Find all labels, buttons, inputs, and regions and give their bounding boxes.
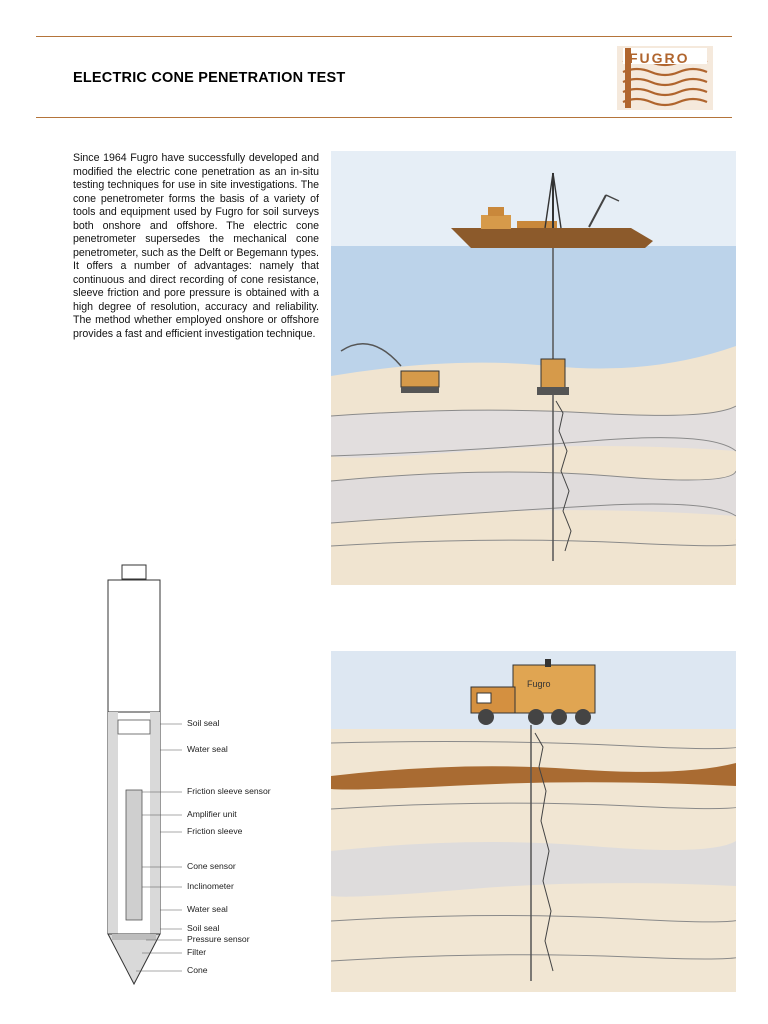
label-amplifier-unit: Amplifier unit — [187, 809, 237, 819]
label-friction-sleeve: Friction sleeve — [187, 826, 243, 836]
cone-penetrometer-diagram — [96, 560, 316, 990]
onshore-illustration — [331, 651, 736, 992]
label-soil-seal-lower: Soil seal — [187, 923, 220, 933]
label-inclinometer: Inclinometer — [187, 881, 234, 891]
label-cone: Cone — [187, 965, 208, 975]
truck-logo: Fugro — [527, 679, 551, 689]
intro-paragraph: Since 1964 Fugro have successfully developed and modified the electric cone penetration as an in-situ testing techniques for use in site investigations. The cone penetrometer forms the basis of a variety of tools and equipment used by Fugro for soil surveys both onshore and offshore. The electric cone penetrometer supersedes the mechanical cone penetrometer, such as the Delft or Begemann types. It offers a number of advantages: namely that continuous and direct recording of cone resistance, sleeve friction and pore pressure is obtained with a high degree of resolution, accuracy and reliability. The method whether employed onshore or offshore provides a fast and efficient investigation technique. — [73, 152, 319, 340]
label-soil-seal: Soil seal — [187, 718, 220, 728]
label-friction-sleeve-sensor: Friction sleeve sensor — [187, 786, 271, 796]
label-pressure-sensor: Pressure sensor — [187, 934, 250, 944]
header-top-rule — [36, 36, 732, 37]
header-bottom-rule — [36, 117, 732, 118]
label-water-seal-lower: Water seal — [187, 904, 228, 914]
label-filter: Filter — [187, 947, 207, 957]
label-water-seal: Water seal — [187, 744, 228, 754]
label-cone-sensor: Cone sensor — [187, 861, 236, 871]
fugro-logo — [617, 46, 713, 110]
logo-wordmark: FUGRO — [629, 50, 690, 66]
offshore-illustration — [331, 151, 736, 585]
page-title: ELECTRIC CONE PENETRATION TEST — [73, 70, 346, 86]
